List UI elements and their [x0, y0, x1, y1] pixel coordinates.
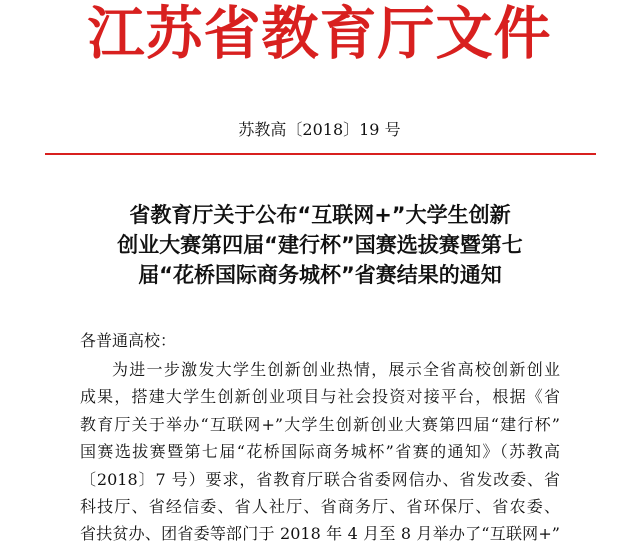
- title-line: 省教育厅关于公布“互联网+”大学生创新: [129, 203, 511, 227]
- red-separator-line: [45, 153, 596, 155]
- body-line: 〔2018〕7 号）要求，省教育厅联合省委网信办、省发改委、省: [80, 469, 560, 489]
- body-line: 科技厅、省经信委、省人社厅、省商务厅、省环保厅、省农委、: [80, 497, 560, 517]
- salutation: 各普通高校：: [80, 331, 177, 350]
- body-line: 教育厅关于举办“互联网+”大学生创新创业大赛第四届“建行杯”: [80, 414, 560, 434]
- body-line: 省扶贫办、团省委等部门于 2018 年 4 月至 8 月举办了“互联网+”: [80, 524, 560, 544]
- body-line: 成果，搭建大学生创新创业项目与社会投资对接平台，根据《省: [80, 387, 560, 407]
- document-header-title: 江苏省教育厅文件: [87, 1, 552, 67]
- body-line: 为进一步激发大学生创新创业热情，展示全省高校创新创业: [112, 360, 560, 379]
- title-line: 届“花桥国际商务城杯”省赛结果的通知: [138, 263, 502, 287]
- body-line: 国赛选拔赛暨第七届“花桥国际商务城杯”省赛的通知》（苏教高: [80, 442, 560, 462]
- body-text: [80, 356, 560, 548]
- document-title: [70, 200, 570, 290]
- title-line: 创业大赛第四届“建行杯”国赛选拔赛暨第七: [117, 233, 523, 257]
- document-number: 苏教高〔2018〕19 号: [238, 120, 401, 139]
